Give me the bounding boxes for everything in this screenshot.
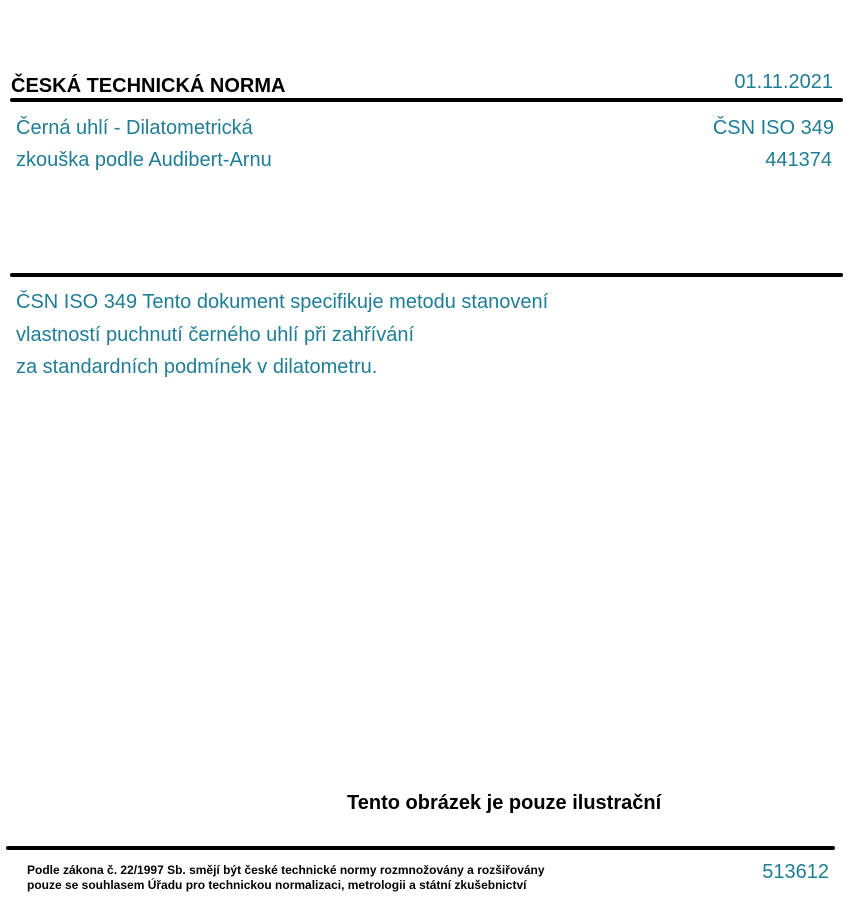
standard-title-line-2: zkouška podle Audibert-Arnu — [16, 149, 272, 171]
document-id: 513612 — [762, 861, 829, 883]
publication-date: 01.11.2021 — [734, 71, 833, 93]
classification-number: 441374 — [765, 149, 832, 171]
footer-divider — [6, 846, 835, 850]
norm-heading: ČESKÁ TECHNICKÁ NORMA — [11, 75, 286, 97]
standard-code: ČSN ISO 349 — [712, 117, 834, 139]
description-line-2: vlastností puchnutí černého uhlí při zahřívání — [16, 324, 415, 346]
illustration-note: Tento obrázek je pouze ilustrační — [347, 792, 662, 814]
section-divider — [10, 273, 843, 277]
description-line-3: za standardních podmínek v dilatometru. — [16, 356, 378, 378]
legal-notice-line-2: pouze se souhlasem Úřadu pro technickou normalizaci, metrologii a státní zkušebnictví — [27, 878, 527, 892]
legal-notice-line-1: Podle zákona č. 22/1997 Sb. smějí být české technické normy rozmnožovány a rozšiřovány — [27, 863, 545, 877]
description-line-1: ČSN ISO 349 Tento dokument specifikuje metodu stanovení — [16, 291, 549, 313]
header-divider — [10, 98, 843, 102]
standard-title-line-1: Černá uhlí - Dilatometrická — [16, 117, 253, 139]
